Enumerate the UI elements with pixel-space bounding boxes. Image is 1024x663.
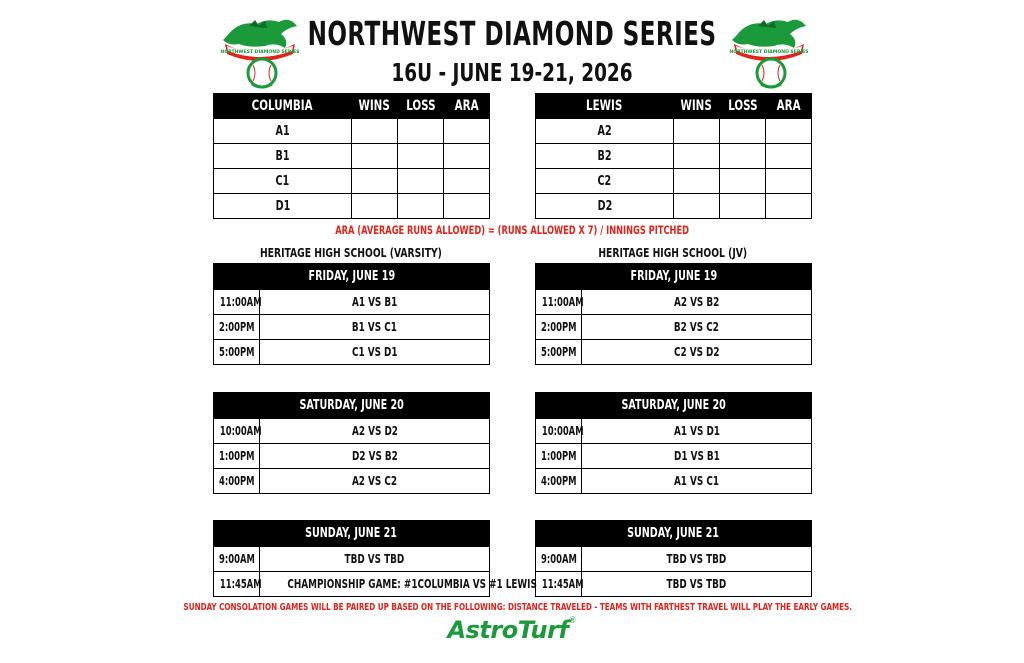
table-row — [214, 419, 490, 444]
schedule-day-header: SATURDAY, JUNE 20 — [214, 393, 490, 419]
game-time: 1:00PM — [214, 444, 260, 469]
game-matchup: D1 VS B1 — [582, 444, 812, 469]
game-time: 1:00PM — [536, 444, 582, 469]
game-matchup: C1 VS D1 — [260, 340, 490, 365]
col-header: WINS — [674, 94, 720, 119]
ara-note: ARA (AVERAGE RUNS ALLOWED) = (RUNS ALLOWED X 7) / INNINGS PITCHED — [335, 223, 689, 237]
game-time: 5:00PM — [214, 340, 260, 365]
consolation-note: SUNDAY CONSOLATION GAMES WILL BE PAIRED UP BASED ON THE FOLLOWING: DISTANCE TRAVELED - TEAMS WITH FARTHEST TRAVEL WILL PLAY THE EARLY GAMES. — [183, 602, 853, 613]
game-matchup: A2 VS C2 — [260, 469, 490, 494]
table-row: C1 — [214, 169, 490, 194]
game-matchup: A1 VS B1 — [260, 290, 490, 315]
table-row — [536, 290, 812, 315]
game-matchup: TBD VS TBD — [582, 572, 812, 597]
standings-table-columbia — [213, 93, 490, 219]
game-time: 11:45AM — [214, 572, 260, 597]
game-time: 10:00AM — [536, 419, 582, 444]
game-matchup: B1 VS C1 — [260, 315, 490, 340]
venue-varsity: HERITAGE HIGH SCHOOL (VARSITY) — [260, 245, 442, 260]
col-header: ARA — [766, 94, 812, 119]
table-row: C2 — [536, 169, 812, 194]
table-row — [536, 444, 812, 469]
game-matchup: A1 VS D1 — [582, 419, 812, 444]
game-time: 10:00AM — [214, 419, 260, 444]
game-matchup: A1 VS C1 — [582, 469, 812, 494]
table-row — [214, 290, 490, 315]
page-title: NORTHWEST DIAMOND SERIES — [307, 14, 717, 53]
game-matchup: TBD VS TBD — [582, 547, 812, 572]
col-header: WINS — [352, 94, 398, 119]
table-row — [214, 547, 490, 572]
schedule-table — [213, 392, 490, 494]
series-logo-right — [728, 18, 810, 90]
table-row — [214, 572, 490, 597]
game-time: 9:00AM — [214, 547, 260, 572]
pool-name: LEWIS — [536, 94, 674, 119]
game-matchup: A2 VS D2 — [260, 419, 490, 444]
table-row — [536, 419, 812, 444]
col-header: LOSS — [720, 94, 766, 119]
schedule-day-header: SUNDAY, JUNE 21 — [536, 521, 812, 547]
standings-table-lewis — [535, 93, 812, 219]
game-time: 4:00PM — [536, 469, 582, 494]
table-row — [536, 315, 812, 340]
pool-name: COLUMBIA — [214, 94, 352, 119]
table-row — [536, 340, 812, 365]
col-header: ARA — [444, 94, 490, 119]
game-time: 11:00AM — [214, 290, 260, 315]
table-row: D1 — [214, 194, 490, 219]
game-time: 2:00PM — [214, 315, 260, 340]
venue-jv: HERITAGE HIGH SCHOOL (JV) — [598, 245, 748, 260]
svg-text:NORTHWEST DIAMOND SERIES: NORTHWEST DIAMOND SERIES — [729, 50, 809, 55]
table-row — [214, 340, 490, 365]
svg-text:NORTHWEST DIAMOND SERIES: NORTHWEST DIAMOND SERIES — [220, 50, 300, 55]
table-row: A2 — [536, 119, 812, 144]
schedule-day-header: FRIDAY, JUNE 19 — [214, 264, 490, 290]
game-time: 11:00AM — [536, 290, 582, 315]
page-subtitle: 16U - JUNE 19-21, 2026 — [391, 58, 633, 87]
game-time: 11:45AM — [536, 572, 582, 597]
schedule-day-header: SATURDAY, JUNE 20 — [536, 393, 812, 419]
game-matchup: CHAMPIONSHIP GAME: #1COLUMBIA VS #1 LEWIS — [260, 572, 490, 597]
sponsor-logo: AstroTurf® — [447, 616, 577, 644]
table-row — [214, 469, 490, 494]
table-row — [536, 572, 812, 597]
table-row — [536, 469, 812, 494]
col-header: LOSS — [398, 94, 444, 119]
table-row: D2 — [536, 194, 812, 219]
game-matchup: A2 VS B2 — [582, 290, 812, 315]
game-matchup: D2 VS B2 — [260, 444, 490, 469]
series-logo-left — [219, 18, 301, 90]
schedule-day-header: SUNDAY, JUNE 21 — [214, 521, 490, 547]
game-time: 5:00PM — [536, 340, 582, 365]
game-matchup: C2 VS D2 — [582, 340, 812, 365]
schedule-table — [535, 263, 812, 365]
schedule-table — [535, 520, 812, 597]
game-matchup: B2 VS C2 — [582, 315, 812, 340]
schedule-table — [213, 263, 490, 365]
schedule-day-header: FRIDAY, JUNE 19 — [536, 264, 812, 290]
schedule-table — [535, 392, 812, 494]
game-time: 4:00PM — [214, 469, 260, 494]
table-row: B1 — [214, 144, 490, 169]
table-row: A1 — [214, 119, 490, 144]
table-row — [536, 547, 812, 572]
game-time: 2:00PM — [536, 315, 582, 340]
schedule-table — [213, 520, 537, 597]
game-time: 9:00AM — [536, 547, 582, 572]
table-row: B2 — [536, 144, 812, 169]
table-row — [214, 315, 490, 340]
game-matchup: TBD VS TBD — [260, 547, 490, 572]
table-row — [214, 444, 490, 469]
